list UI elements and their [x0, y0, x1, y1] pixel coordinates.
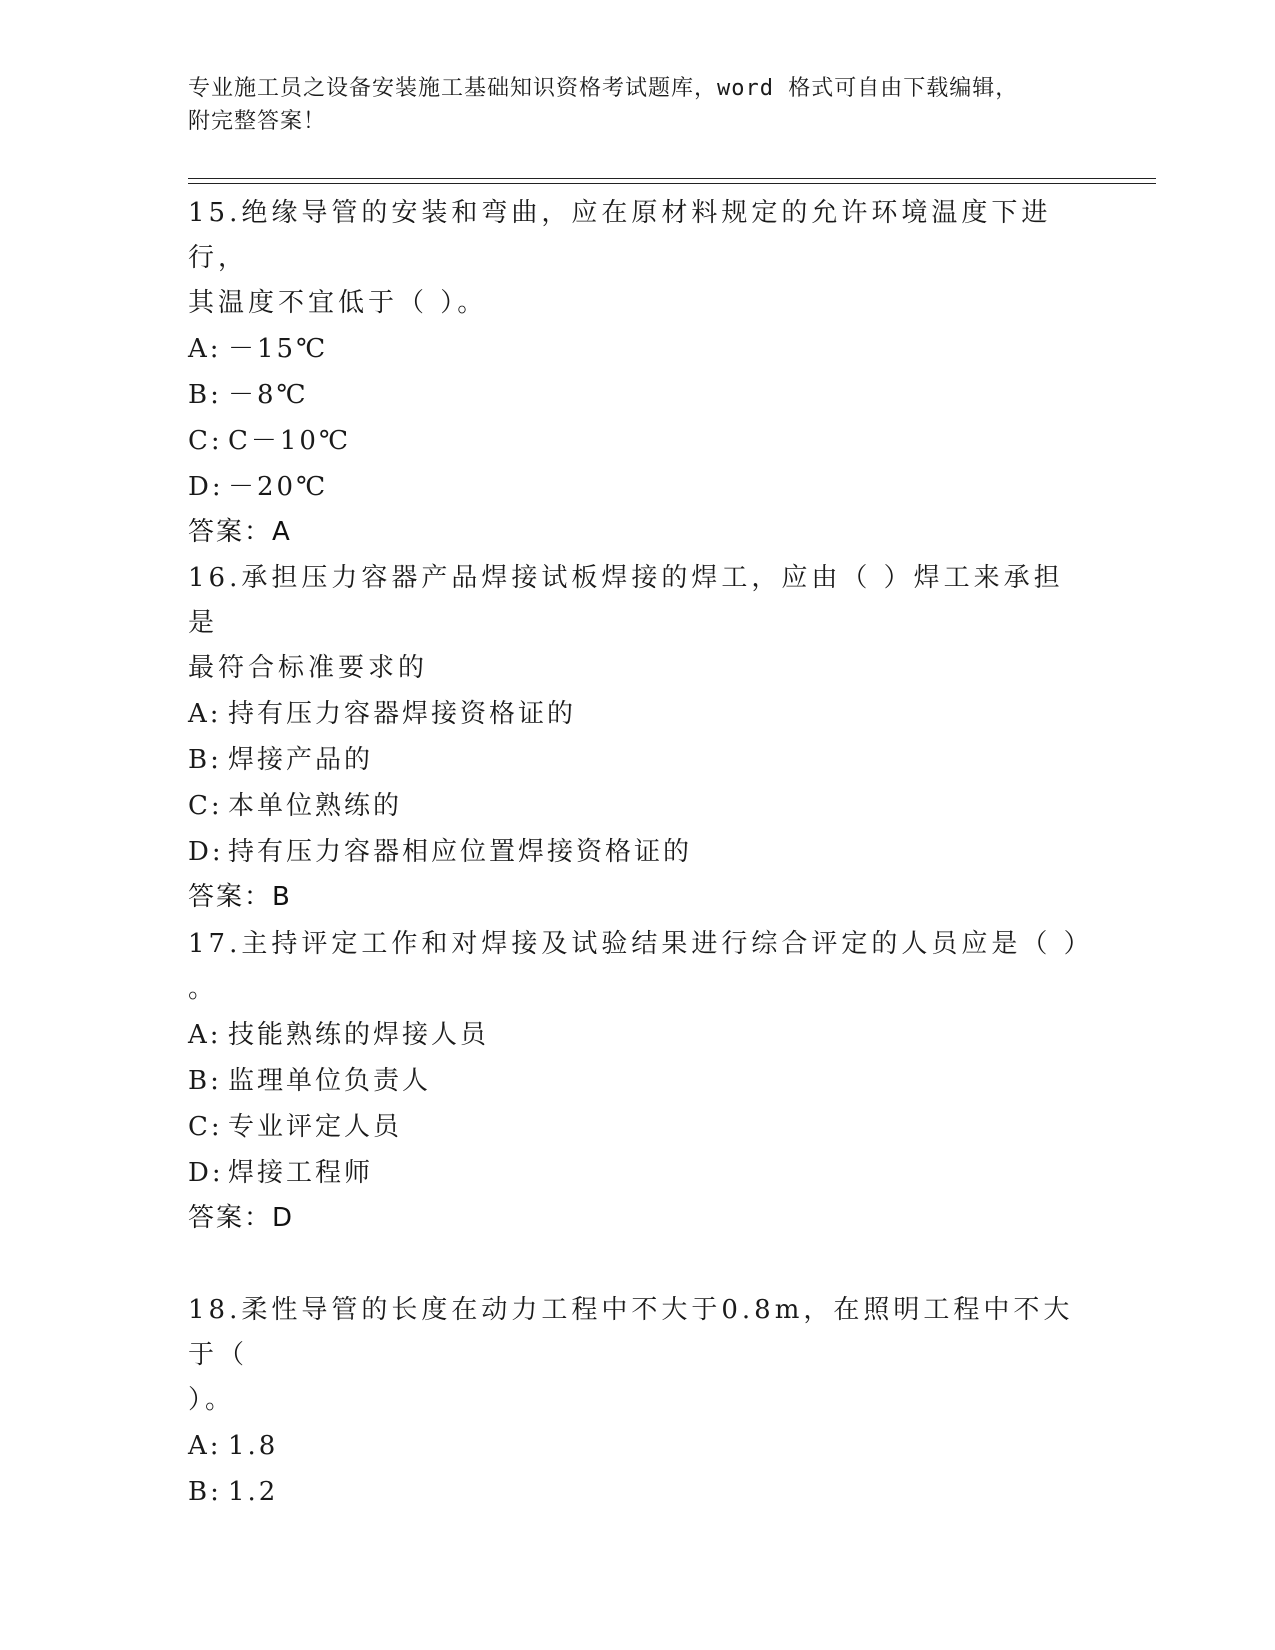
option-text: 监理单位负责人	[228, 1066, 432, 1096]
question-stem-line-1: 16.承担压力容器产品焊接试板焊接的焊工，应由（ ）焊工来承担是	[188, 563, 1064, 638]
question-stem-line-1: 15.绝缘导管的安装和弯曲，应在原材料规定的允许环境温度下进行，	[188, 198, 1052, 273]
question-16	[188, 556, 1088, 919]
option-text: －8℃	[228, 380, 309, 410]
option-text: 1.8	[228, 1431, 279, 1461]
header-line-1: 专业施工员之设备安装施工基础知识资格考试题库，word 格式可自由下载编辑，	[188, 76, 1019, 101]
option-text: 持有压力容器相应位置焊接资格证的	[228, 837, 693, 867]
option-text: －20℃	[228, 472, 329, 502]
option-key: A:	[188, 699, 222, 729]
option-key: C:	[188, 426, 223, 456]
option-a	[188, 1423, 1088, 1469]
question-stem-line-1: 17.主持评定工作和对焊接及试验结果进行综合评定的人员应是（ ）	[188, 929, 1094, 959]
option-text: C－10℃	[228, 426, 352, 456]
answer: 答案：D	[188, 1203, 295, 1233]
option-key: C:	[188, 1112, 223, 1142]
option-key: D:	[188, 1158, 224, 1188]
option-b	[188, 1058, 1088, 1104]
answer: 答案：B	[188, 882, 292, 912]
question-17	[188, 922, 1094, 1240]
option-key: A:	[188, 1431, 222, 1461]
option-text: －15℃	[228, 334, 329, 364]
option-key: A:	[188, 1020, 222, 1050]
header-line-2: 附完整答案！	[188, 109, 327, 134]
question-stem-line-2: 最符合标准要求的	[188, 653, 429, 683]
option-key: B:	[188, 1477, 222, 1507]
option-text: 焊接工程师	[228, 1158, 374, 1188]
option-c	[188, 1104, 1088, 1150]
option-key: B:	[188, 745, 222, 775]
option-c	[188, 783, 1088, 829]
option-text: 技能熟练的焊接人员	[228, 1020, 490, 1050]
option-b	[188, 1469, 1088, 1515]
option-key: D:	[188, 472, 224, 502]
option-text: 本单位熟练的	[228, 791, 403, 821]
question-stem-line-2: 其温度不宜低于（ ）。	[188, 288, 488, 318]
option-key: D:	[188, 837, 224, 867]
option-key: B:	[188, 1066, 222, 1096]
option-a	[188, 326, 1088, 372]
option-key: C:	[188, 791, 223, 821]
option-d	[188, 1150, 1088, 1196]
option-text: 持有压力容器焊接资格证的	[228, 699, 577, 729]
header-divider-bottom	[188, 183, 1156, 184]
header-divider-top	[188, 178, 1156, 179]
document-header	[188, 72, 1088, 138]
option-text: 1.2	[228, 1477, 279, 1507]
answer: 答案：A	[188, 517, 292, 547]
question-stem-line-2: ）。	[188, 1385, 236, 1415]
option-a	[188, 691, 1088, 737]
option-key: B:	[188, 380, 222, 410]
option-c	[188, 418, 1088, 464]
question-stem-line-1: 18.柔性导管的长度在动力工程中不大于0.8m，在照明工程中不大于（	[188, 1295, 1074, 1370]
question-15	[188, 191, 1088, 554]
question-18	[188, 1288, 1088, 1515]
option-text: 专业评定人员	[228, 1112, 403, 1142]
option-b	[188, 737, 1088, 783]
option-b	[188, 372, 1088, 418]
option-text: 焊接产品的	[228, 745, 374, 775]
option-a	[188, 1012, 1088, 1058]
option-d	[188, 464, 1088, 510]
option-d	[188, 829, 1088, 875]
option-key: A:	[188, 334, 222, 364]
question-stem-line-2: 。	[188, 974, 219, 1004]
